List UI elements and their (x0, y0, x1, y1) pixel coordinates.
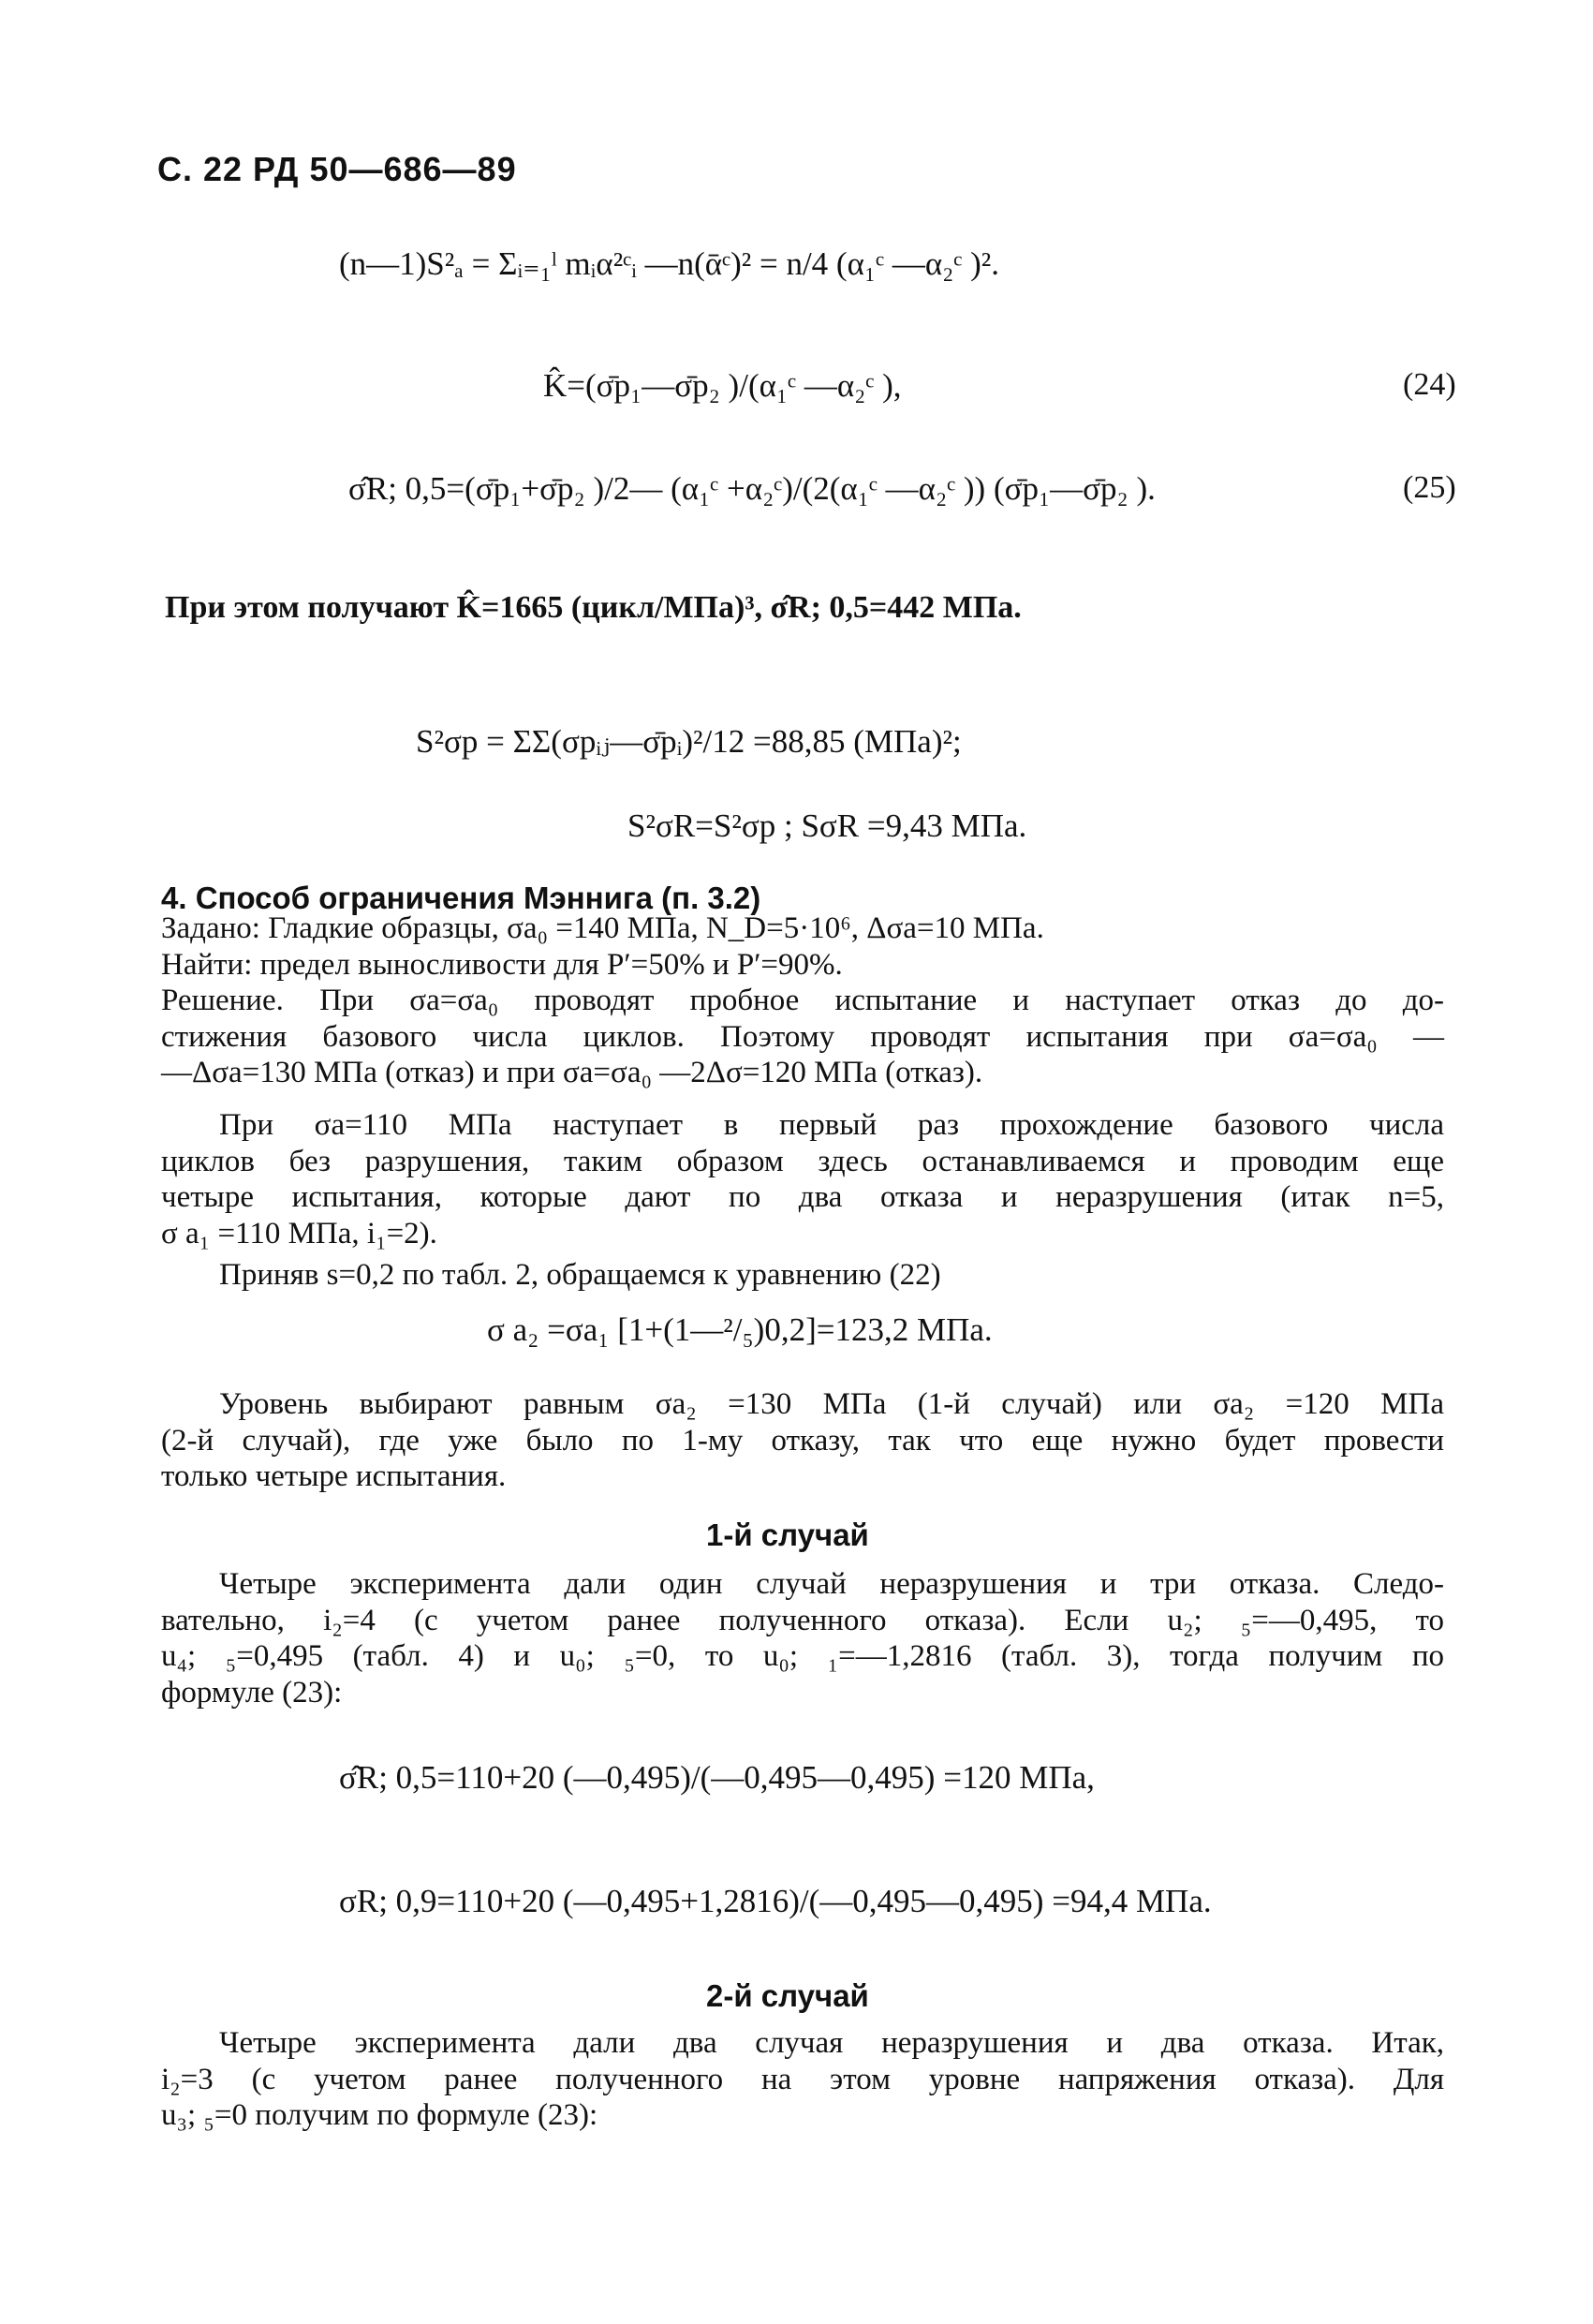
case-2-paragraph (161, 2025, 1444, 2134)
text-line: Уровень выбирают равным σa₂ =130 МПа (1-й случай) или σa₂ =120 МПа (219, 1387, 1444, 1421)
text-line: циклов без разрушения, таким образом здесь останавливаемся и проводим еще (161, 1144, 1444, 1178)
section-4-title: 4. Способ ограничения Мэннига (п. 3.2) (161, 881, 761, 915)
formula-s2: S²σp = ΣΣ(σpᵢⱼ—σ̄pᵢ)²/12 =88,85 (МПа)²; (416, 723, 962, 760)
formula-24: K̂=(σ̄p₁—σ̄p₂ )/(α₁ᶜ —α₂ᶜ ), (543, 367, 902, 404)
text-line: Решение. При σa=σa₀ проводят пробное испытание и наступает отказ до до- (161, 984, 1444, 1017)
section-4-paragraph-3: Приняв s=0,2 по табл. 2, обращаемся к уравнению (22) (219, 1258, 941, 1292)
case-1-paragraph (161, 1566, 1444, 1710)
text-line: —Δσa=130 МПа (отказ) и при σa=σa₀ —2Δσ=120 МПа (отказ). (161, 1056, 983, 1089)
formula-25: σ̂R; 0,5=(σ̄p₁+σ̄p₂ )/2— (α₁ᶜ +α₂ᶜ)/(2(α₁ᶜ —α₂ᶜ )) (σ̄p₁—σ̄p₂ ). (348, 470, 1156, 507)
case-1-equation-1: σ̂R; 0,5=110+20 (—0,495)/(—0,495—0,495) =120 МПа, (339, 1759, 1095, 1796)
text-line: Найти: предел выносливости для P′=50% и P′=90%. (161, 947, 843, 982)
text-line: стижения базового числа циклов. Поэтому проводят испытания при σa=σa₀ — (161, 1019, 1444, 1054)
text-line: Четыре эксперимента дали один случай неразрушения и три отказа. Следо- (219, 1567, 1444, 1601)
text-line: При σa=110 МПа наступает в первый раз прохождение базового числа (219, 1108, 1444, 1142)
page-header: С. 22 РД 50—686—89 (157, 150, 517, 188)
text-line: (2-й случай), где уже было по 1-му отказу, так что еще нужно будет провести (161, 1423, 1444, 1458)
text-line: формуле (23): (161, 1675, 343, 1710)
result-line: При этом получают K̂=1665 (цикл/МПа)³, σ̂R; 0,5=442 МПа. (165, 590, 1022, 625)
text-line: u₄; ₅=0,495 (табл. 4) и u₀; ₅=0, то u₀; ₁=—1,2816 (табл. 3), тогда получим по (161, 1639, 1444, 1673)
text-line: вательно, i₂=4 (с учетом ранее полученного отказа). Если u₂; ₅=—0,495, то (161, 1603, 1444, 1637)
case-1-equation-2: σR; 0,9=110+20 (—0,495+1,2816)/(—0,495—0,495) =94,4 МПа. (339, 1883, 1212, 1919)
text-line: u₃; ₅=0 получим по формуле (23): (161, 2098, 598, 2132)
text-line: четыре испытания, которые дают по два отказа и неразрушения (итак n=5, (161, 1180, 1444, 1214)
text-line: только четыре испытания. (161, 1459, 507, 1493)
formula-sr: S²σR=S²σp ; SσR =9,43 МПа. (627, 807, 1027, 844)
section-4-paragraph-4 (161, 1386, 1444, 1495)
section-4-body (161, 910, 1444, 1091)
section-4-paragraph-2 (161, 1107, 1444, 1251)
case-1-title: 1-й случай (706, 1517, 869, 1552)
equation-22: σ a₂ =σa₁ [1+(1—²/₅)0,2]=123,2 МПа. (487, 1311, 993, 1348)
text-line: Четыре эксперимента дали два случая неразрушения и два отказа. Итак, (219, 2026, 1444, 2060)
formula-variance: (n—1)S²ₐ = Σᵢ₌₁ˡ mᵢα²ᶜᵢ —n(ᾱᶜ)² = n/4 (α₁ᶜ —α₂ᶜ )². (339, 245, 999, 282)
formula-24-number: (24) (1403, 367, 1456, 402)
formula-25-number: (25) (1403, 470, 1456, 505)
text-line: i₂=3 (с учетом ранее полученного на этом уровне напряжения отказа). Для (161, 2062, 1444, 2096)
case-2-title: 2-й случай (706, 1978, 869, 2013)
text-line: Задано: Гладкие образцы, σa₀ =140 МПа, N_D=5·10⁶, Δσa=10 МПа. (161, 911, 1044, 945)
text-line: σ a₁ =110 МПа, i₁=2). (161, 1216, 437, 1251)
